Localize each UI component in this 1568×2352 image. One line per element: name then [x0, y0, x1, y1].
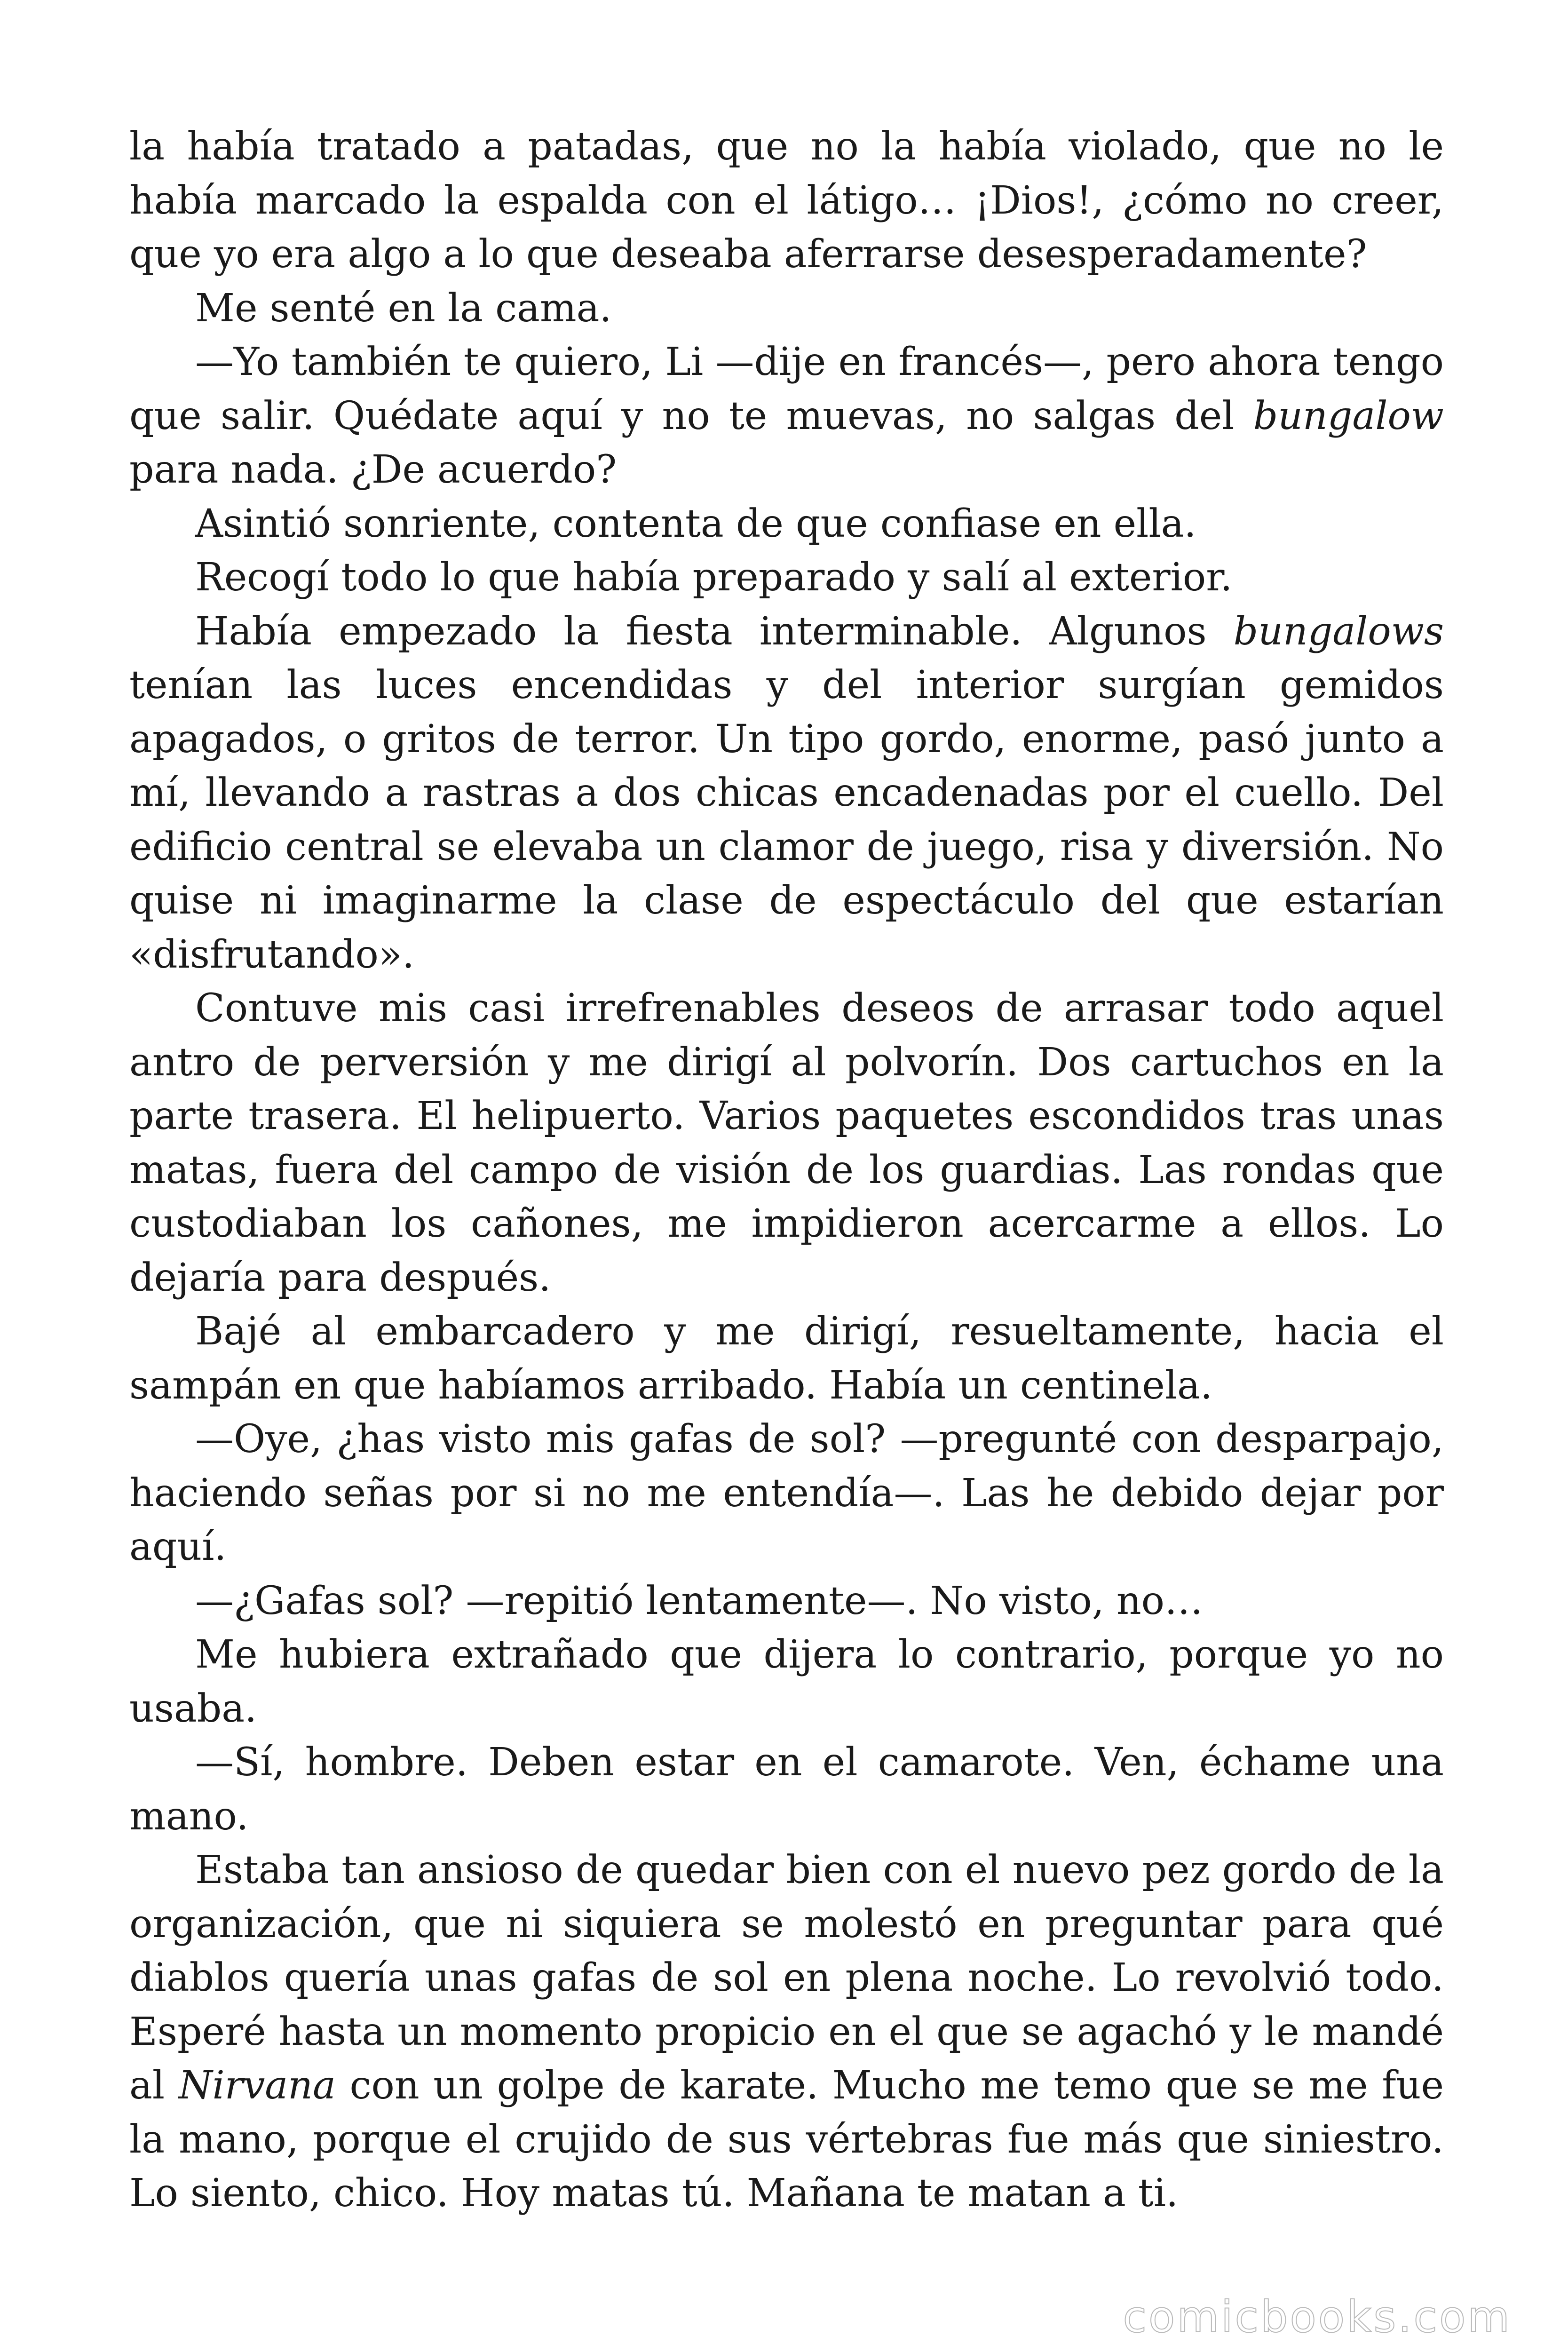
italic-text: bungalow — [1253, 393, 1444, 438]
paragraph — [129, 982, 1444, 1305]
paragraph — [129, 282, 1444, 336]
text-run: —Oye, ¿has visto mis gafas de sol? —pregunté con desparpajo, haciendo señas por si no me entendía—. Las he debido dejar por aquí. — [129, 1417, 1444, 1569]
paragraph — [129, 335, 1444, 497]
italic-text: bungalows — [1233, 609, 1444, 654]
paragraph — [129, 1736, 1444, 1843]
text-run: Me senté en la cama. — [195, 286, 612, 331]
italic-text: Nirvana — [178, 2063, 336, 2108]
text-run: Asintió sonriente, contenta de que confiase en ella. — [195, 501, 1196, 546]
text-run: —Sí, hombre. Deben estar en el camarote. Ven, échame una mano. — [129, 1740, 1444, 1839]
text-run: la había tratado a patadas, que no la había violado, que no le había marcado la espalda con el látigo… ¡Dios!, ¿cómo no creer, que yo era algo a lo que deseaba aferrarse desesperadamente? — [129, 124, 1444, 277]
text-run: con un golpe de karate. Mucho me temo que se me fue la mano, porque el crujido de sus vértebras fue más que siniestro. Lo siento, chico. Hoy matas tú. Mañana te matan a ti. — [129, 2063, 1444, 2216]
paragraph — [129, 1628, 1444, 1736]
body-text — [129, 120, 1444, 2221]
text-run: Estaba tan ansioso de quedar bien con el nuevo pez gordo de la organización, que ni siquiera se molestó en preguntar para qué diablos quería unas gafas de sol en plena noche. Lo revolvió todo. Esperé hasta un momento propicio en el que se agachó y le mandé al — [129, 1848, 1444, 2108]
paragraph — [129, 120, 1444, 282]
paragraph — [129, 1413, 1444, 1574]
paragraph — [129, 1305, 1444, 1413]
text-run: tenían las luces encendidas y del interior surgían gemidos apagados, o gritos de terror. Un tipo gordo, enorme, pasó junto a mí, llevando a rastras a dos chicas encadenadas por el cuello. Del edificio central se elevaba un clamor de juego, risa y diversión. No quise ni imaginarme la clase de espectáculo del que estarían «disfrutando». — [129, 663, 1444, 977]
text-run: para nada. ¿De acuerdo? — [129, 447, 617, 492]
text-run: —¿Gafas sol? —repitió lentamente—. No visto, no… — [195, 1578, 1204, 1623]
text-run: Bajé al embarcadero y me dirigí, resueltamente, hacia el sampán en que habíamos arribado. Había un centinela. — [129, 1309, 1444, 1408]
text-run: Contuve mis casi irrefrenables deseos de arrasar todo aquel antro de perversión y me dirigí al polvorín. Dos cartuchos en la parte trasera. El helipuerto. Varios paquetes escondidos tras unas matas, fuera del campo de visión de los guardias. Las rondas que custodiaban los cañones, me impidieron acercarme a ellos. Lo dejaría para después. — [129, 986, 1444, 1300]
text-run: —Yo también te quiero, Li —dije en francés—, pero ahora tengo que salir. Quédate aquí y no te muevas, no salgas del — [129, 340, 1444, 438]
watermark: comicbooks.com — [1123, 2292, 1512, 2342]
text-run: Me hubiera extrañado que dijera lo contrario, porque yo no usaba. — [129, 1632, 1444, 1731]
text-run: Recogí todo lo que había preparado y salí al exterior. — [195, 555, 1233, 600]
paragraph — [129, 1574, 1444, 1629]
paragraph — [129, 605, 1444, 982]
paragraph — [129, 551, 1444, 605]
text-run: Había empezado la fiesta interminable. Algunos — [195, 609, 1234, 654]
paragraph — [129, 1843, 1444, 2221]
paragraph — [129, 497, 1444, 551]
